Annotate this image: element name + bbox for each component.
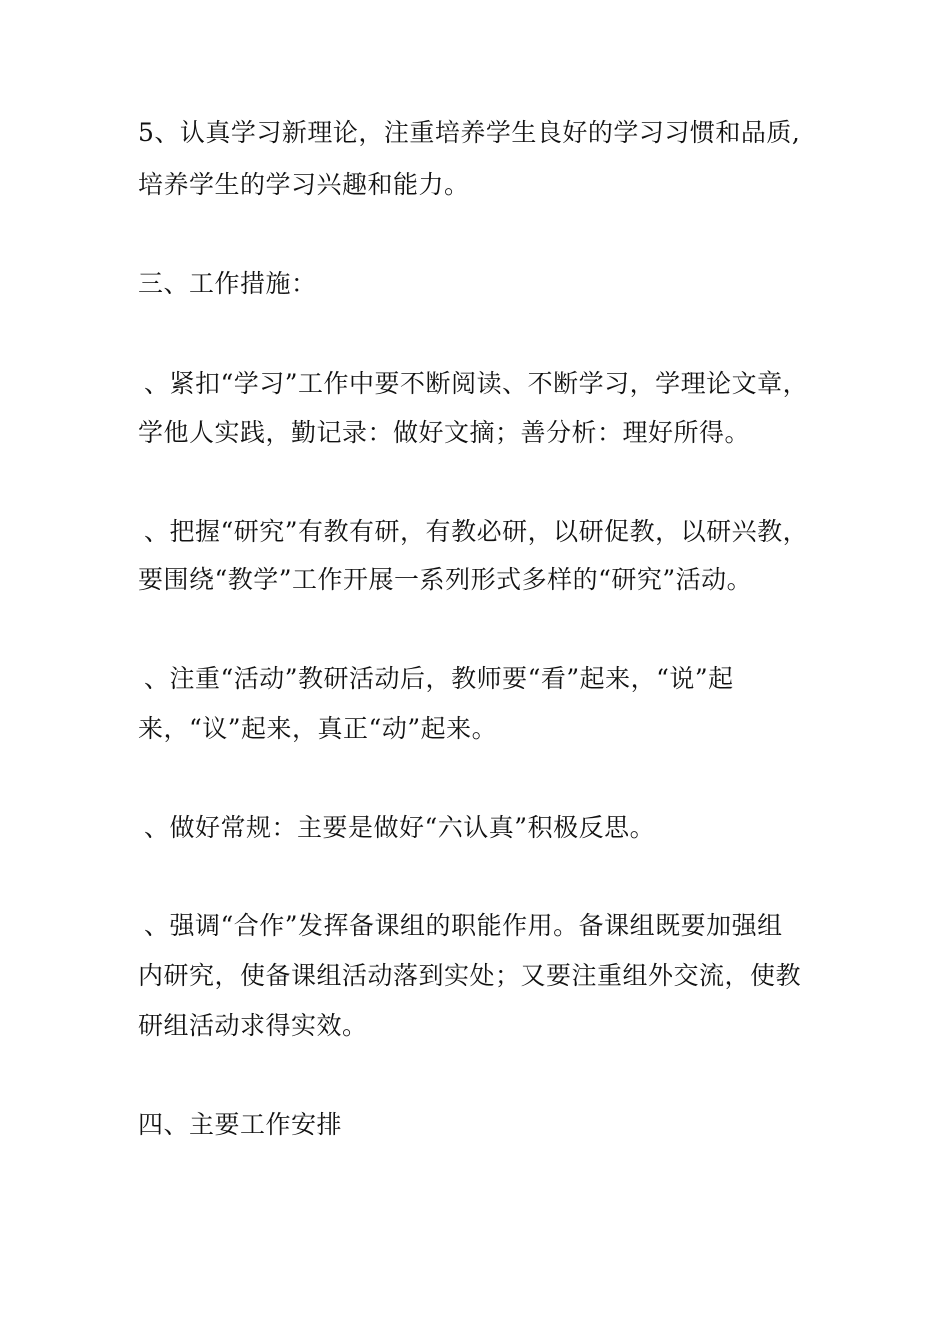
- section-heading: 四、主要工作安排: [138, 1110, 343, 1139]
- paragraph-line: 来，“议”起来，真正“动”起来。: [138, 714, 498, 743]
- paragraph-line: 学他人实践，勤记录：做好文摘；善分析：理好所得。: [138, 418, 751, 447]
- paragraph-line: 、强调“合作”发挥备课组的职能作用。备课组既要加强组: [144, 911, 783, 940]
- paragraph-line: 、做好常规：主要是做好“六认真”积极反思。: [144, 813, 656, 842]
- paragraph-line: 研组活动求得实效。: [138, 1011, 368, 1040]
- paragraph-line: 、注重“活动”教研活动后，教师要“看”起来，“说”起: [144, 664, 734, 693]
- section-heading: 三、工作措施：: [138, 269, 317, 298]
- paragraph-line: 、把握“研究”有教有研，有教必研，以研促教，以研兴教，: [144, 517, 809, 546]
- paragraph-line: 培养学生的学习兴趣和能力。: [138, 170, 470, 199]
- paragraph-line: 5、认真学习新理论，注重培养学生良好的学习习惯和品质,: [138, 118, 801, 147]
- paragraph-line: 要围绕“教学”工作开展一系列形式多样的“研究”活动。: [138, 565, 753, 594]
- paragraph-line: 、紧扣“学习”工作中要不断阅读、不断学习，学理论文章，: [144, 369, 809, 398]
- paragraph-line: 内研究，使备课组活动落到实处；又要注重组外交流，使教: [138, 961, 802, 990]
